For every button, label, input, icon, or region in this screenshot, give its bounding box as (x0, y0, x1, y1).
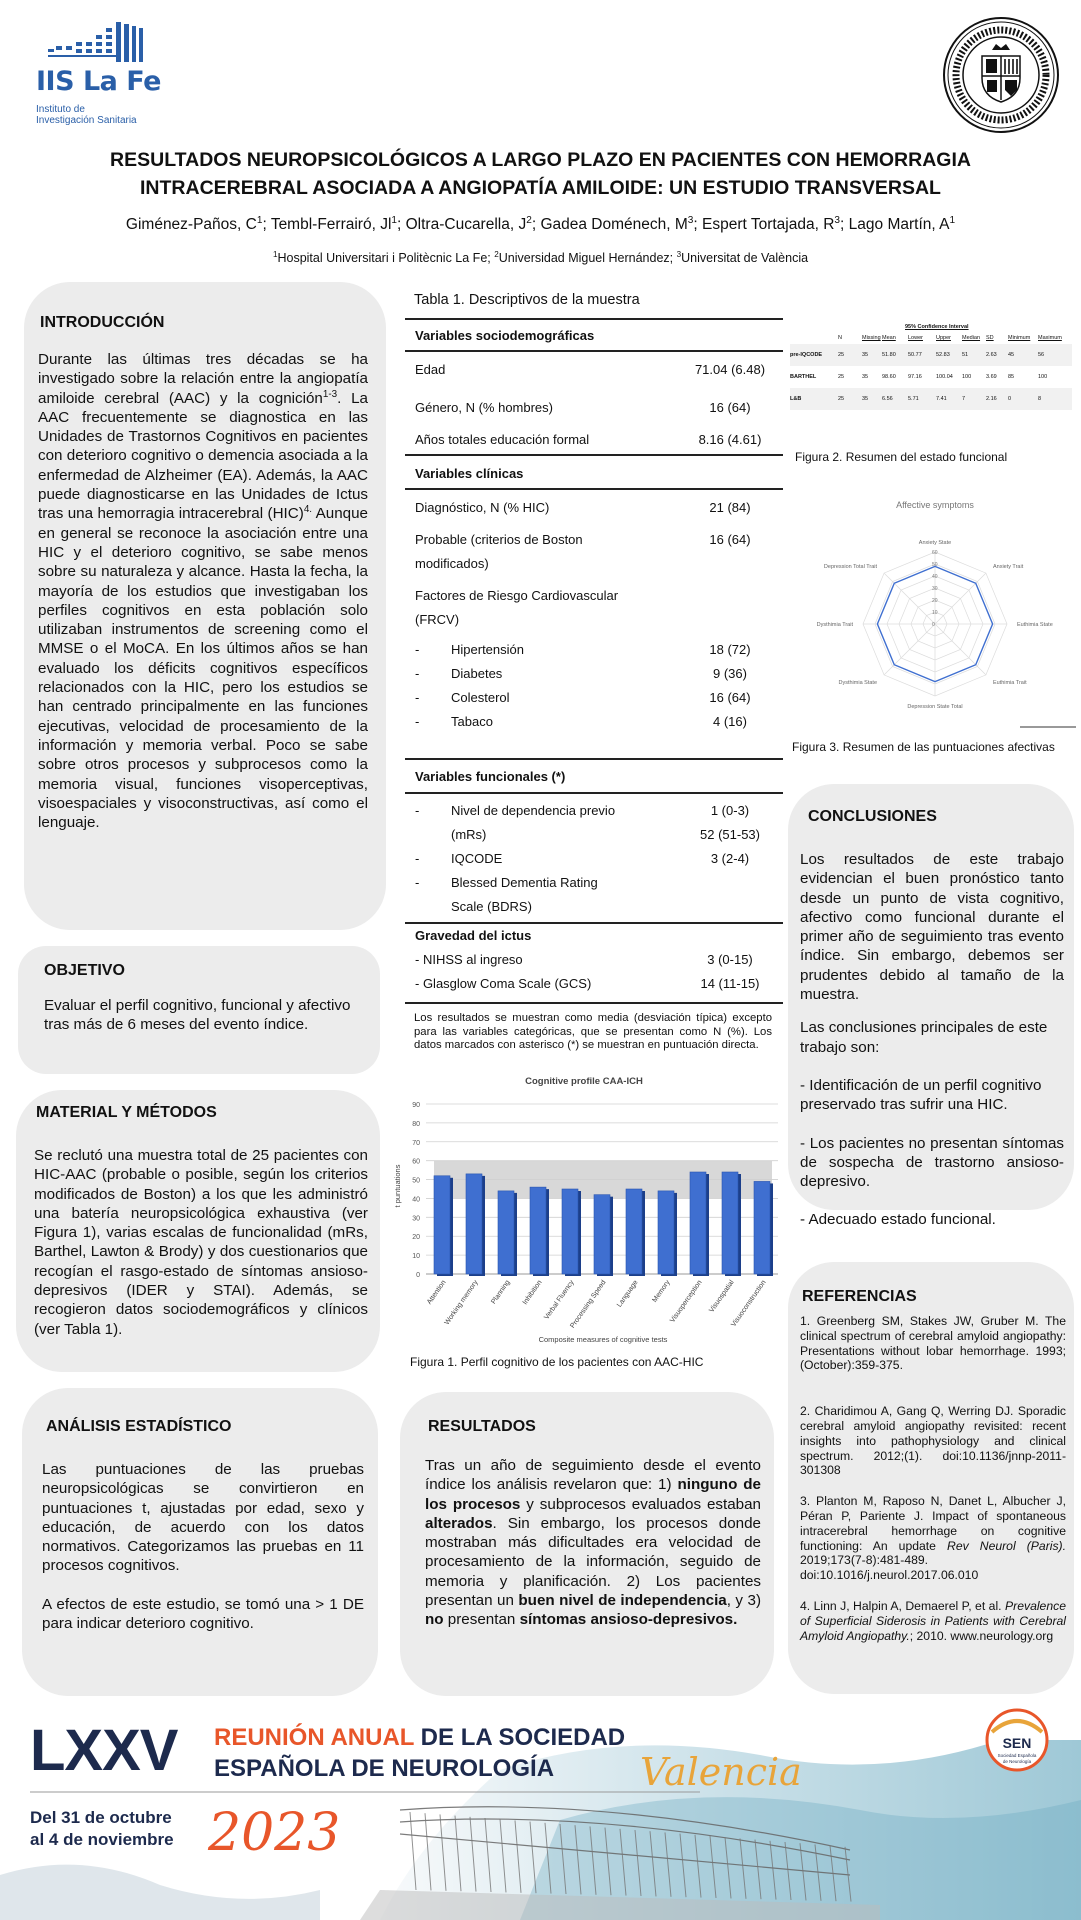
university-seal-logo (942, 16, 1060, 134)
bar (626, 1189, 642, 1274)
metodos-section (16, 1090, 380, 1372)
radar-tick: 20 (932, 598, 938, 604)
radar-spoke (884, 573, 935, 624)
svg-text:Sociedad Española: Sociedad Española (997, 1753, 1037, 1758)
radar-tick: 40 (932, 574, 938, 580)
functional-status-table (790, 320, 1072, 434)
building-icon (46, 22, 156, 64)
referencias-heading: REFERENCIAS (802, 1288, 917, 1305)
city-name: Valencia (640, 1750, 802, 1794)
affiliations-line: $^1$Hospital Universitari i Politècnic La Fe; $^2$Universidad Miguel Hernández; $^3$Universitat de València (272, 249, 809, 265)
analisis-text: Las puntuaciones de las pruebas neuropsicológicas se convirtieron en puntuaciones t, ajustadas por edad, sexo y educación, de acuerdo con los datos normativos. Categorizamos las pruebas en 11 procesos cognitivos. A efectos de este estudio, se tomó una > 1 DE para indicar deterioro cognitivo. (42, 1461, 364, 1633)
radar-spoke (884, 624, 935, 675)
radar-axis-label: Anxiety Trait (992, 564, 1024, 571)
metodos-text: Se reclutó una muestra total de 25 pacientes con HIC-AAC (probable o posible, según los criterios modificados de Boston) a los que les administró una batería neuropsicológica exhaustiva (ver Figura 1), varias escalas de funcionalidad (mRs, Barthel, Lawton & Brody) y dos cuestionarios que recogían el rasgo-estado de síntomas ansioso-depresivos (IDER y STAI). Además, se recogieron datos sociodemográficos y clínicos (ver Tabla 1). (34, 1147, 368, 1338)
x-tick-label: Visuoperception (669, 1279, 704, 1325)
resultados-heading: RESULTADOS (428, 1418, 536, 1435)
chart-title: Cognitive profile CAA-ICH (525, 1076, 643, 1087)
x-tick-label: Language (616, 1279, 640, 1309)
logo-name: IIS La Fe (36, 66, 161, 97)
y-tick-label: 60 (412, 1158, 420, 1166)
metodos-heading: MATERIAL Y MÉTODOS (36, 1104, 217, 1121)
referencias-section (788, 1262, 1074, 1694)
logo-subtitle: Instituto de Investigación Sanitaria (36, 104, 137, 126)
objetivo-heading: OBJETIVO (44, 962, 125, 979)
bar (754, 1181, 770, 1274)
x-tick-label: Planning (490, 1279, 512, 1306)
x-tick-label: Visuospatial (708, 1279, 736, 1314)
congress-date-line1: Del 31 de octubre (30, 1808, 172, 1827)
table1-title: Tabla 1. Descriptivos de la muestra (414, 292, 640, 308)
radar-title: Affective symptoms (896, 500, 974, 510)
svg-text:de Neurología: de Neurología (1002, 1759, 1032, 1764)
fig3-caption: Figura 3. Resumen de las puntuaciones afectivas (792, 740, 1055, 754)
authors-line: Giménez-Paños, $C^1$; Tembl-Ferrairó, Jl$^1$; Oltra-Cucarella, $J^2$; Gadea Doménech, $M^3$; Espert Tortajada, $R^3$; Lago Martín, $A^1$ (125, 214, 956, 233)
y-tick-label: 20 (412, 1234, 420, 1242)
fig1-caption: Figura 1. Perfil cognitivo de los pacientes con AAC-HIC (410, 1355, 704, 1369)
radar-axis-label: Euthimia State (1017, 622, 1053, 628)
radar-axis-label: Dysthimia Trait (816, 622, 853, 628)
poster-title: RESULTADOS NEUROPSICOLÓGICOS A LARGO PLAZO EN PACIENTES CON HEMORRAGIA INTRACEREBRAL ASOCIADA A ANGIOPATÍA AMILOIDE: UN ESTUDIO TRANSVERSAL (110, 149, 971, 199)
radar-spoke (935, 573, 986, 624)
radar-axis-label: Depression State Total (907, 704, 963, 710)
bar (466, 1174, 482, 1274)
conclusiones-text: Los resultados de este trabajo evidencian el buen pronóstico tanto desde un punto de vista cognitivo, afectivo como funcional durante el primer año de seguimiento tras evento índice. Sin embargo, debemos ser prudentes debido al tamaño de la muestra. Las conclusiones principales de este trabajo son: - Identificación de un perfil cognitivo preservado tras sufrir una HIC. - Los pacientes no presentan síntomas de sospecha de trastorno ansioso-depresivo. - Adecuado estado funcional. (800, 851, 1064, 1229)
y-tick-label: 70 (412, 1139, 420, 1147)
fig2-caption: Figura 2. Resumen del estado funcional (795, 450, 1008, 464)
y-tick-label: 90 (412, 1102, 420, 1109)
radar-axis-label: Dysthimia State (838, 679, 878, 686)
radar-tick: 50 (932, 562, 938, 568)
intro-text: Durante las últimas tres décadas se ha investigado sobre la relación entre la angiopatía amiloide cerebral (AAC) y la cognición$^{1-3}$. La AAC frecuentemente se diagnostica en las Unidades de Trastornos Cognitivos en pacientes con deterioro cognitivo o demencia asociada a la enfermedad de Alzheimer (EA). Además, la AAC puede diagnosticarse en las Unidades de Ictus tras una hemorragia intracerebral (HIC)$^{4.}$ Aunque en general se reconoce la asociación entre una HIC y el deterioro cognitivo, se sabe menos sobre su naturaleza y alcance. Hasta la fecha, la mayoría de los estudios que investigaban los perfiles cognitivos en esta población solo utilizaban instrumentos de screening como el MMSE o el MoCA. En los últimos años se han evaluado los déficits cognitivos específicos relacionados con la HIC, pero los estudios se han centrado principalmente en las funciones ejecutivas, velocidad de procesamiento de la información y memoria verbal. Poco se sabe sobre otros procesos y subprocesos como la memoria visual, funciones visoperceptivas, visoespaciales y visoconstructivas, así como el lenguaje. (38, 351, 368, 832)
iis-la-fe-logo (32, 20, 161, 126)
ci-label: 95% Confidence Interval (905, 324, 969, 330)
reference-item: 2. Charidimou A, Gang Q, Werring DJ. Sporadic cerebral amyloid angiopathy revisited: recent insights into pathophysiology and clinical spectrum. 2012;(1). doi:10.1136/jnnp-2011-301308 (800, 1404, 1066, 1478)
x-tick-label: Memory (651, 1279, 672, 1304)
objetivo-section (18, 946, 380, 1074)
referencias-list (800, 1314, 1066, 1643)
conclusiones-section (788, 784, 1074, 1229)
reference-item: 3. Planton M, Raposo N, Danet L, Albucher J, Péran P, Pariente J. Impact of spontaneous intracerebral hemorrhage on cognitive functioning: An update Rev Neurol (Paris). 2019;173(7-8):481-489. doi:10.1016/j.neurol.2017.06.010 (800, 1494, 1066, 1583)
reference-item: 1. Greenberg SM, Stakes JW, Gruber M. The clinical spectrum of cerebral amyloid angiopathy: Presentations without lobar hemorrhage. 1993;(October):359-375. (800, 1314, 1066, 1373)
congress-date-line2: al 4 de noviembre (30, 1830, 174, 1849)
affective-radar-chart (800, 492, 1076, 732)
y-tick-label: 40 (412, 1196, 420, 1204)
radar-axis-label: Depression Total Trait (823, 564, 878, 571)
x-tick-label: Processing Speed (569, 1279, 608, 1330)
table-row: pre-IQCODE 25 35 51.80 50.77 52.83 51 2.63 45 56 (790, 344, 1072, 366)
x-tick-label: Attention (426, 1279, 448, 1306)
conclusiones-heading: CONCLUSIONES (808, 808, 937, 825)
objetivo-text: Evaluar el perfil cognitivo, funcional y afectivo tras más de 6 meses del evento índice. (44, 997, 351, 1034)
resultados-text: Tras un año de seguimiento desde el evento índice los análisis revelaron que: 1) ninguno de los procesos y subprocesos evaluados estaban alterados. Sin embargo, los procesos donde mostraban más dificultades era velocidad de procesamiento de la información, seguido de memoria y planificación. 2) Los pacientes presentan un buen nivel de independencia, y 3) no presentan síntomas ansioso-depresivos. (425, 1457, 762, 1629)
bar (690, 1172, 706, 1274)
y-tick-label: 50 (412, 1177, 420, 1185)
radar-tick: 0 (932, 622, 935, 628)
x-tick-label: Verbal Fluency (543, 1279, 576, 1322)
cognitive-profile-chart (388, 1072, 788, 1350)
congress-year: 2023 (208, 1803, 341, 1863)
y-tick-label: 10 (412, 1253, 420, 1261)
x-tick-label: Visuoconstruction (730, 1279, 768, 1329)
analisis-section (22, 1388, 378, 1696)
chart-x-label: Composite measures of cognitive tests (538, 1335, 668, 1344)
congress-name-line1: REUNIÓN ANUAL DE LA SOCIEDAD (214, 1724, 626, 1751)
radar-axis-label: Euthimia Trait (992, 679, 1027, 686)
table1-note: Los resultados se muestran como media (desviación típica) excepto para las variables categóricas, que se presentan como N (%). Los datos marcados con asterisco (*) se muestran en puntuación directa. (414, 1012, 772, 1051)
chart-y-label: t puntuations (393, 1164, 402, 1208)
intro-heading: INTRODUCCIÓN (40, 314, 165, 331)
x-tick-label: Inhibition (521, 1279, 544, 1307)
y-tick-label: 80 (412, 1120, 420, 1128)
resultados-section (400, 1392, 774, 1696)
radar-tick: 30 (932, 586, 938, 592)
radar-spoke (935, 624, 986, 675)
table-row: BARTHEL 25 35 98.60 97.16 100.04 100 3.69 85 100 (790, 366, 1072, 388)
bar (498, 1191, 514, 1274)
congress-banner (0, 1700, 1081, 1920)
x-tick-label: Working memory (443, 1279, 480, 1327)
bar (530, 1187, 546, 1274)
radar-axis-label: Anxiety State (918, 540, 952, 546)
intro-section (24, 282, 386, 930)
analisis-heading: ANÁLISIS ESTADÍSTICO (46, 1418, 232, 1435)
radar-tick: 10 (932, 610, 938, 616)
congress-name-line2: ESPAÑOLA DE NEUROLOGÍA (214, 1755, 555, 1782)
bar (722, 1172, 738, 1274)
reference-item: 4. Linn J, Halpin A, Demaerel P, et al. Prevalence of Superficial Siderosis in Patients with Cerebral Amyloid Angiopathy.; 2010. www.neurology.org (800, 1598, 1066, 1643)
sen-logo (987, 1710, 1047, 1770)
table-header-row: N Missing Mean Lower Upper Median SD Minimum Maximum (790, 334, 1072, 344)
radar-tick: 60 (932, 550, 938, 556)
bar (434, 1176, 450, 1274)
table-row: L&B 25 35 6.56 5.71 7.41 7 2.16 0 8 (790, 388, 1072, 410)
congress-number: LXXV (30, 1718, 178, 1783)
y-tick-label: 0 (416, 1272, 420, 1279)
bar (594, 1195, 610, 1274)
y-tick-label: 30 (412, 1215, 420, 1223)
svg-text:SEN: SEN (1002, 1735, 1032, 1751)
bar (562, 1189, 578, 1274)
bar (658, 1191, 674, 1274)
